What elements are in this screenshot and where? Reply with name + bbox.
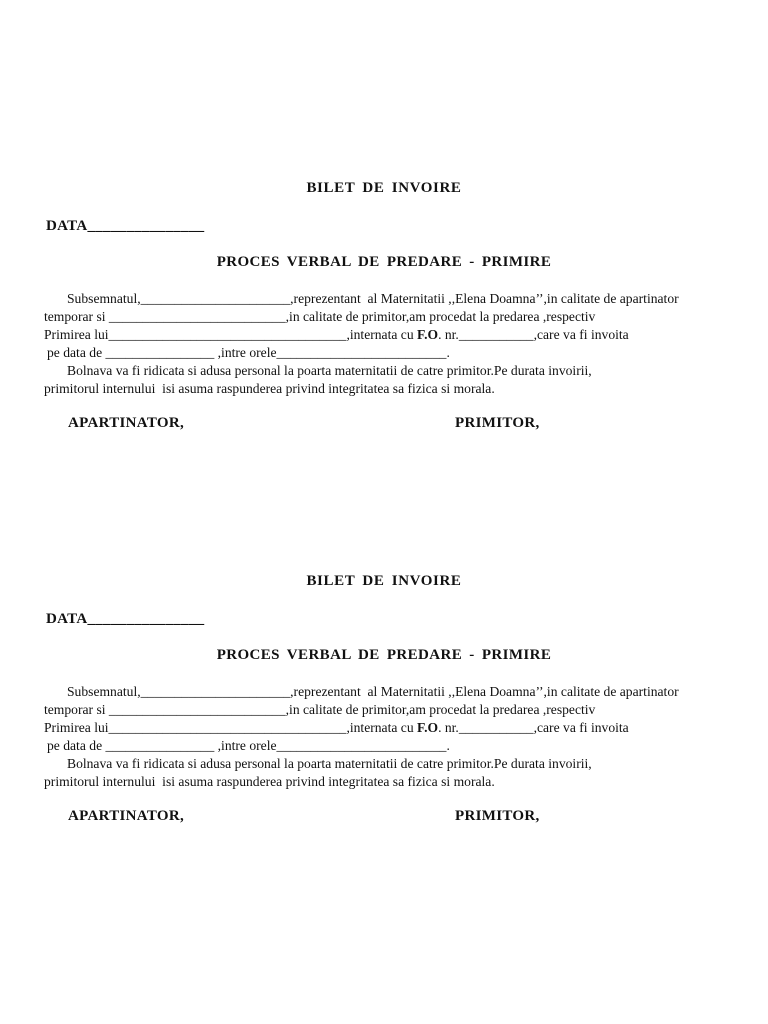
body-line-3-end: . nr.___________,care va fi invoita	[438, 720, 629, 735]
body-line-2: temporar si __________________________,in calitate de primitor,am procedat la predarea ,respectiv	[44, 702, 596, 717]
body-line-6: primitorul internului isi asuma raspunderea privind integritatea sa fizica si morala.	[44, 381, 495, 396]
signature-apartinator: APARTINATOR,	[68, 808, 184, 824]
signature-primitor: PRIMITOR,	[455, 415, 540, 431]
form-title: BILET DE INVOIRE	[306, 180, 462, 196]
body-line-1: Subsemnatul,______________________,reprezentant al Maternitatii ,,Elena Doamna’’,in calitate de apartinator	[67, 684, 679, 699]
body-line-3	[44, 719, 744, 737]
body-line-4: pe data de ________________ ,intre orele_________________________.	[47, 345, 450, 360]
form-body	[44, 290, 744, 398]
invoire-form-2	[0, 573, 768, 833]
signature-apartinator: APARTINATOR,	[68, 415, 184, 431]
body-line-4: pe data de ________________ ,intre orele_________________________.	[47, 738, 450, 753]
body-line-5: Bolnava va fi ridicata si adusa personal la poarta maternitatii de catre primitor.Pe durata invoirii,	[67, 756, 592, 771]
form-subtitle: PROCES VERBAL DE PREDARE - PRIMIRE	[216, 647, 552, 663]
body-line-1: Subsemnatul,______________________,reprezentant al Maternitatii ,,Elena Doamna’’,in calitate de apartinator	[67, 291, 679, 306]
date-field: DATA_______________	[46, 218, 205, 234]
invoire-form-1	[0, 180, 768, 440]
form-body	[44, 683, 744, 791]
fo-label: F.O	[417, 327, 439, 342]
fo-label: F.O	[417, 720, 439, 735]
form-title: BILET DE INVOIRE	[306, 573, 462, 589]
form-subtitle: PROCES VERBAL DE PREDARE - PRIMIRE	[216, 254, 552, 270]
date-field: DATA_______________	[46, 611, 205, 627]
signature-primitor: PRIMITOR,	[455, 808, 540, 824]
body-line-6: primitorul internului isi asuma raspunderea privind integritatea sa fizica si morala.	[44, 774, 495, 789]
body-line-5: Bolnava va fi ridicata si adusa personal la poarta maternitatii de catre primitor.Pe durata invoirii,	[67, 363, 592, 378]
body-line-3	[44, 326, 744, 344]
body-line-3-end: . nr.___________,care va fi invoita	[438, 327, 629, 342]
body-line-3-start: Primirea lui___________________________________,internata cu	[44, 720, 418, 735]
body-line-3-start: Primirea lui___________________________________,internata cu	[44, 327, 418, 342]
body-line-2: temporar si __________________________,in calitate de primitor,am procedat la predarea ,respectiv	[44, 309, 596, 324]
